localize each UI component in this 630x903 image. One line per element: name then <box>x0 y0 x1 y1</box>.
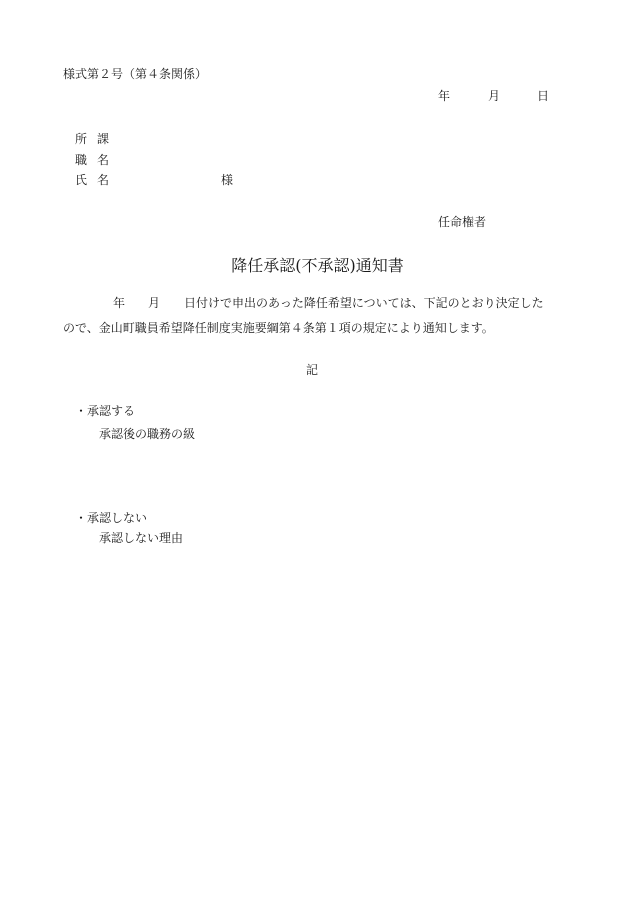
option-reject: ・承認しない <box>75 511 148 525</box>
document-title: 降任承認(不承認)通知書 <box>231 256 404 275</box>
date-day-label: 日 <box>537 89 550 103</box>
body-month-label: 月 <box>148 296 161 310</box>
position-label: 職名 <box>75 153 120 167</box>
date-year-label: 年 <box>438 89 451 103</box>
form-number: 様式第２号（第４条関係） <box>63 67 208 81</box>
body-text-line-1: 日付けで申出のあった降任希望については、下記のとおり決定した <box>184 296 544 310</box>
date-month-label: 月 <box>488 89 501 103</box>
appointing-authority: 任命権者 <box>438 215 487 229</box>
department-label: 所課 <box>75 132 120 146</box>
option-reject-detail: 承認しない理由 <box>99 531 184 545</box>
body-year-label: 年 <box>113 296 126 310</box>
body-text-line-2: ので、金山町職員希望降任制度実施要綱第４条第１項の規定により通知します。 <box>63 321 494 335</box>
ki-heading: 記 <box>306 363 319 377</box>
option-approve-detail: 承認後の職務の級 <box>99 427 196 441</box>
honorific-label: 様 <box>221 173 234 187</box>
name-label: 氏名 <box>75 173 120 187</box>
option-approve: ・承認する <box>75 404 136 418</box>
